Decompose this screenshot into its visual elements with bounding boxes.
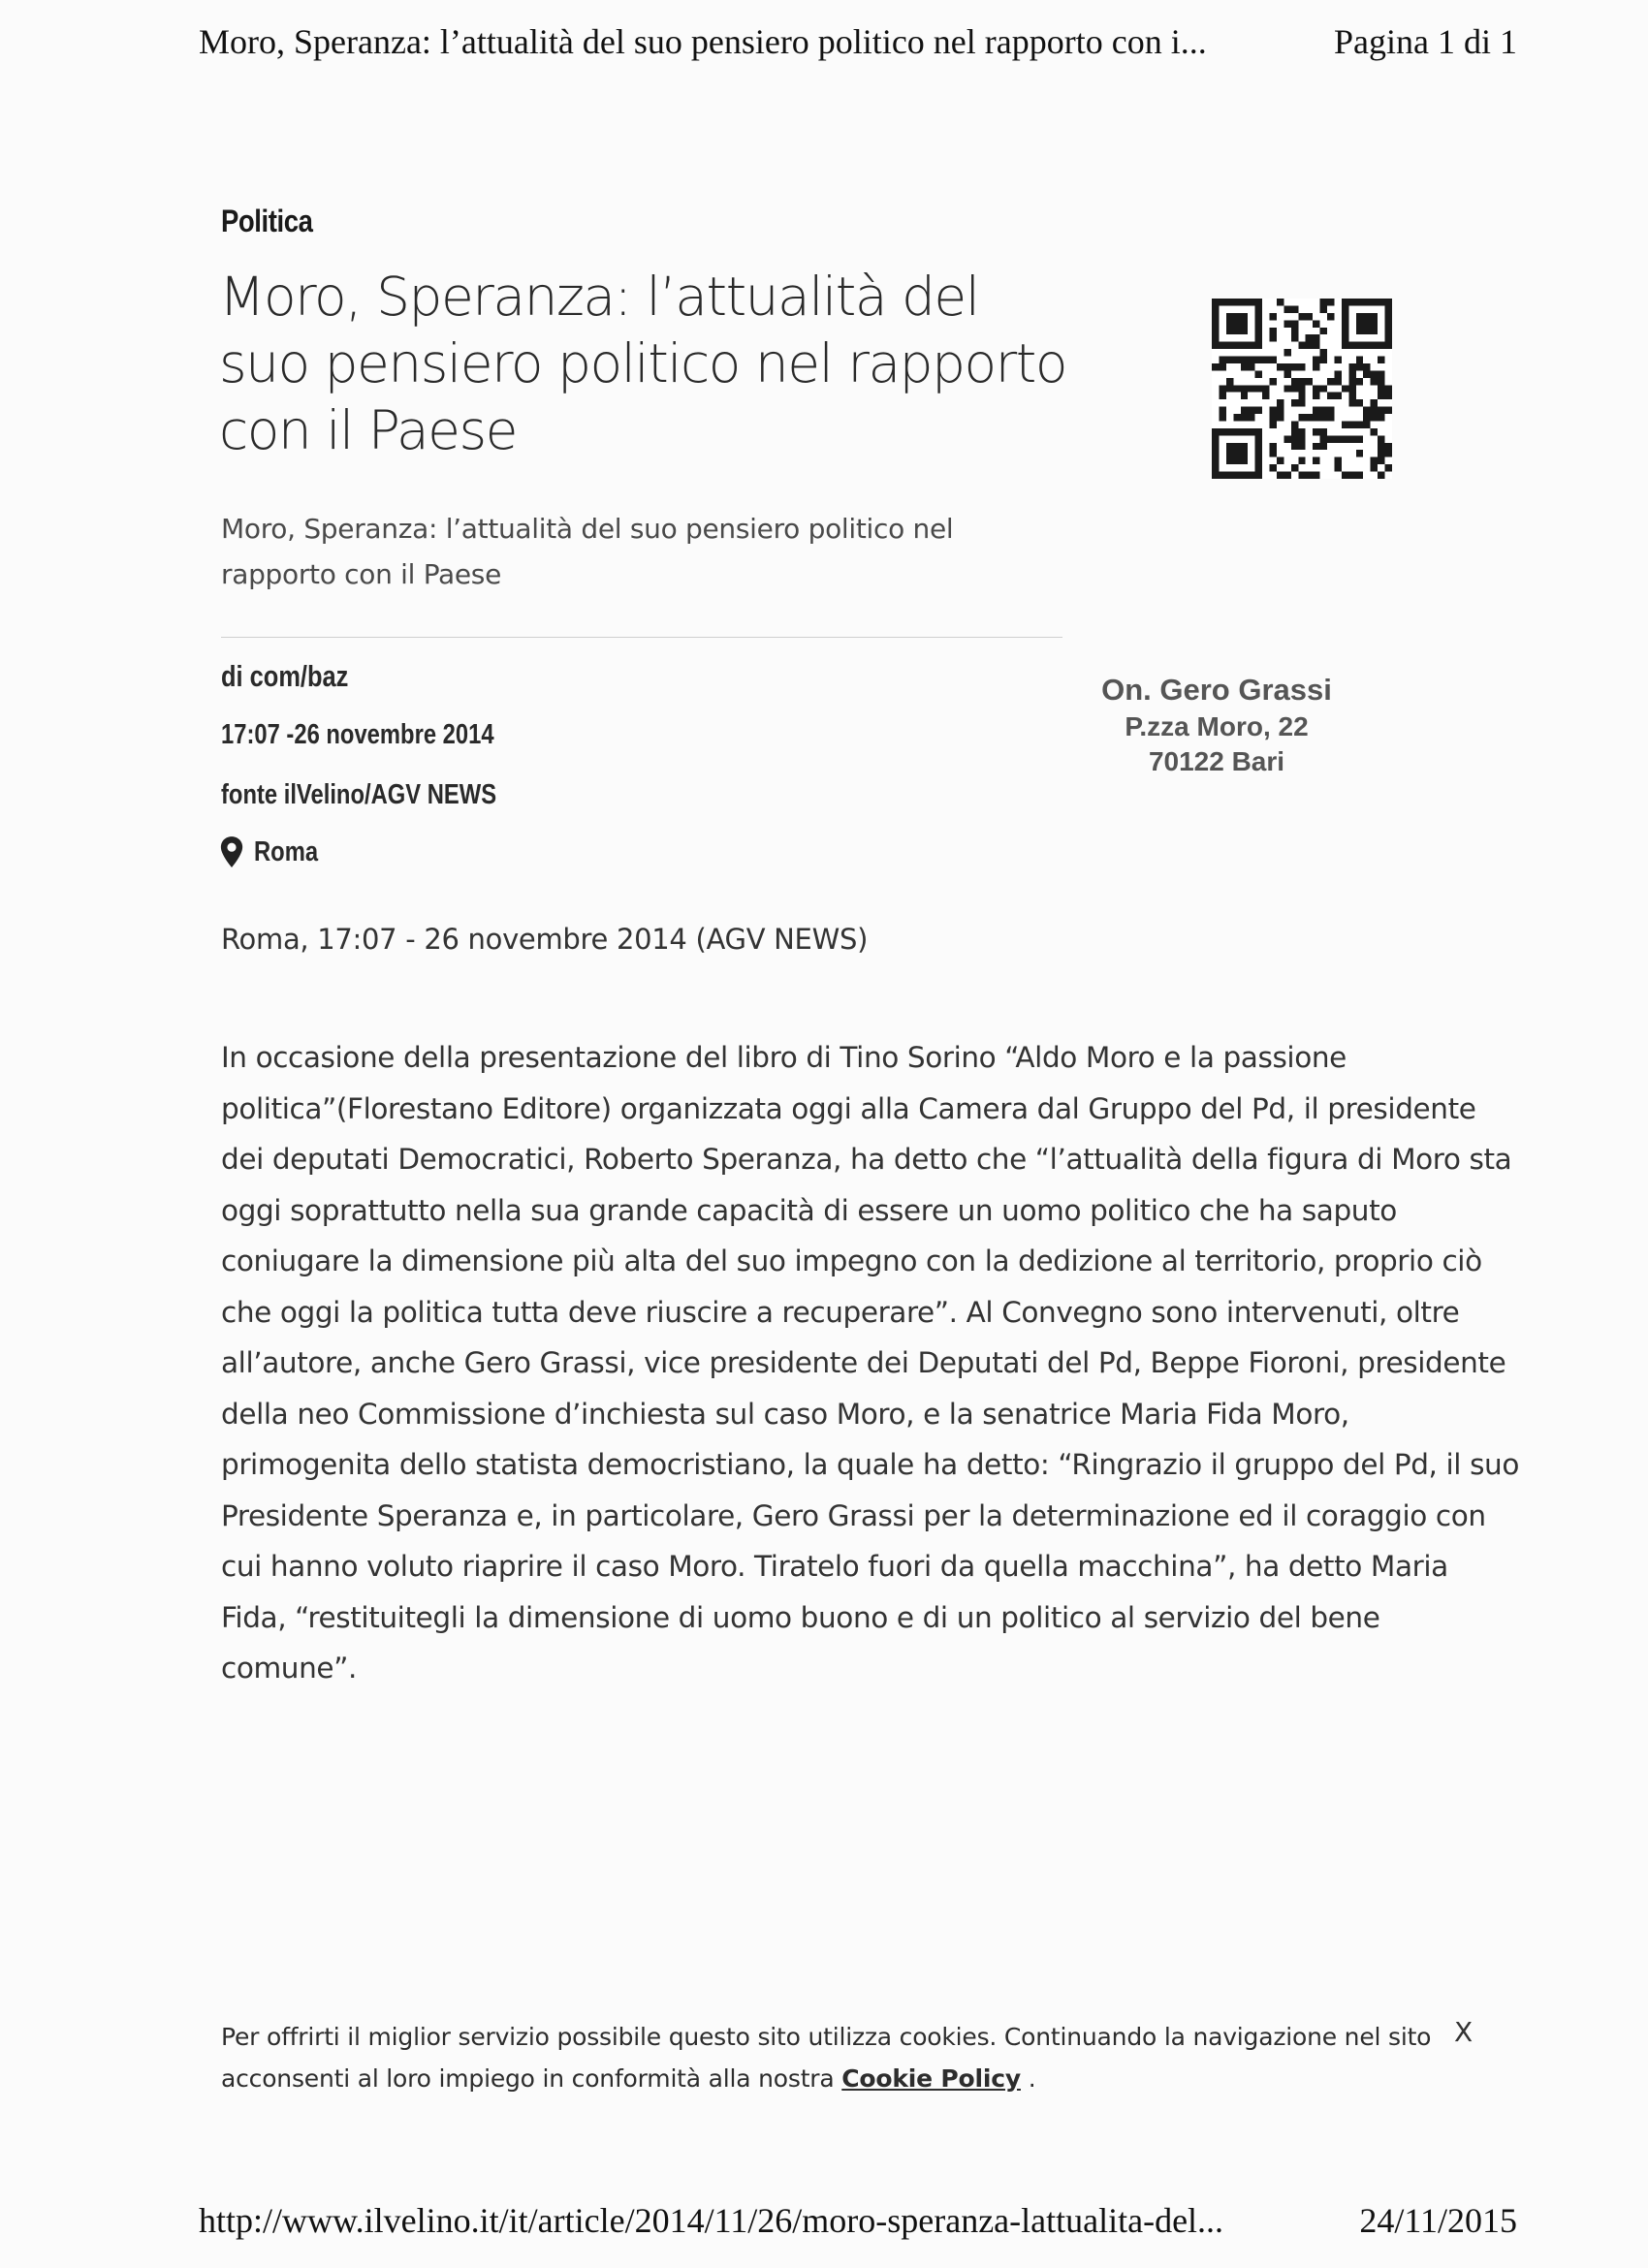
article-category[interactable]: Politica [221, 204, 313, 238]
article-body: In occasione della presentazione del libro di Tino Sorino “Aldo Moro e la passione politica”(Florestano Editore) organizzata oggi alla Camera dal Gruppo del Pd, il presidente dei deputati Democratici, Roberto Speranza, ha detto che “l’attualità della figura di Moro sta oggi soprattutto nella sua grande capacità di essere un uomo politico che ha saputo coniugare la dimensione più alta del suo impegno con la dedizione al territorio, proprio ciò che oggi la politica tutta deve riuscire a recuperare”. Al Convegno sono intervenuti, oltre all’autore, anche Gero Grassi, vice presidente dei Deputati del Pd, Beppe Fioroni, presidente della neo Commissione d’inchiesta sul caso Moro, e la senatrice Maria Fida Moro, primogenita dello statista democristiano, la quale ha detto: “Ringrazio il gruppo del Pd, il suo Presidente Speranza e, in particolare, Gero Grassi per la determinazione ed il coraggio con cui hanno voluto riaprire il caso Moro. Tiratelo fuori da quella macchina”, ha detto Maria Fida, “restituitegli la dimensione di uomo buono e di un politico al servizio del bene comune”. [221, 1041, 1519, 1685]
article-datetime: 17:07 -26 novembre 2014 [221, 719, 494, 750]
cookie-policy-link[interactable]: Cookie Policy [841, 2064, 1021, 2093]
stamp-name: On. Gero Grassi [1101, 673, 1332, 707]
print-footer-date: 24/11/2015 [1359, 2201, 1517, 2240]
qr-code-image [1212, 299, 1392, 479]
article-author: di com/baz [221, 659, 349, 693]
stamp-street: P.zza Moro, 22 [1125, 711, 1309, 741]
print-header [199, 21, 1517, 62]
article-location [219, 835, 333, 868]
cookie-close-button[interactable]: X [1454, 2016, 1474, 2048]
article-subtitle: Moro, Speranza: l’attualità del suo pensiero politico nel rapporto con il Paese [221, 513, 954, 590]
stamp-city: 70122 Bari [1148, 746, 1285, 776]
cookie-banner-text: Per offrirti il miglior servizio possibile questo sito utilizza cookies. Continuando la navigazione nel sito acconsenti al loro impiego in conformità alla nostra [221, 2023, 1432, 2093]
article-source: fonte ilVelino/AGV NEWS [221, 779, 497, 810]
divider [221, 637, 1062, 638]
print-footer [199, 2200, 1517, 2241]
article-title: Moro, Speranza: l’attualità del suo pensiero politico nel rapporto con il Paese [219, 266, 1066, 461]
print-header-page: Pagina 1 di 1 [1334, 22, 1517, 61]
article-location-label: Roma [254, 835, 319, 867]
map-pin-icon [219, 835, 244, 868]
article-dateline: Roma, 17:07 - 26 novembre 2014 (AGV NEWS) [221, 923, 869, 956]
cookie-banner [221, 2016, 1452, 2099]
cookie-banner-end: . [1020, 2064, 1036, 2093]
address-stamp [1057, 671, 1377, 779]
print-header-title: Moro, Speranza: l’attualità del suo pensiero politico nel rapporto con i... [199, 22, 1207, 61]
print-footer-url: http://www.ilvelino.it/it/article/2014/11/26/moro-speranza-lattualita-del... [199, 2201, 1224, 2240]
